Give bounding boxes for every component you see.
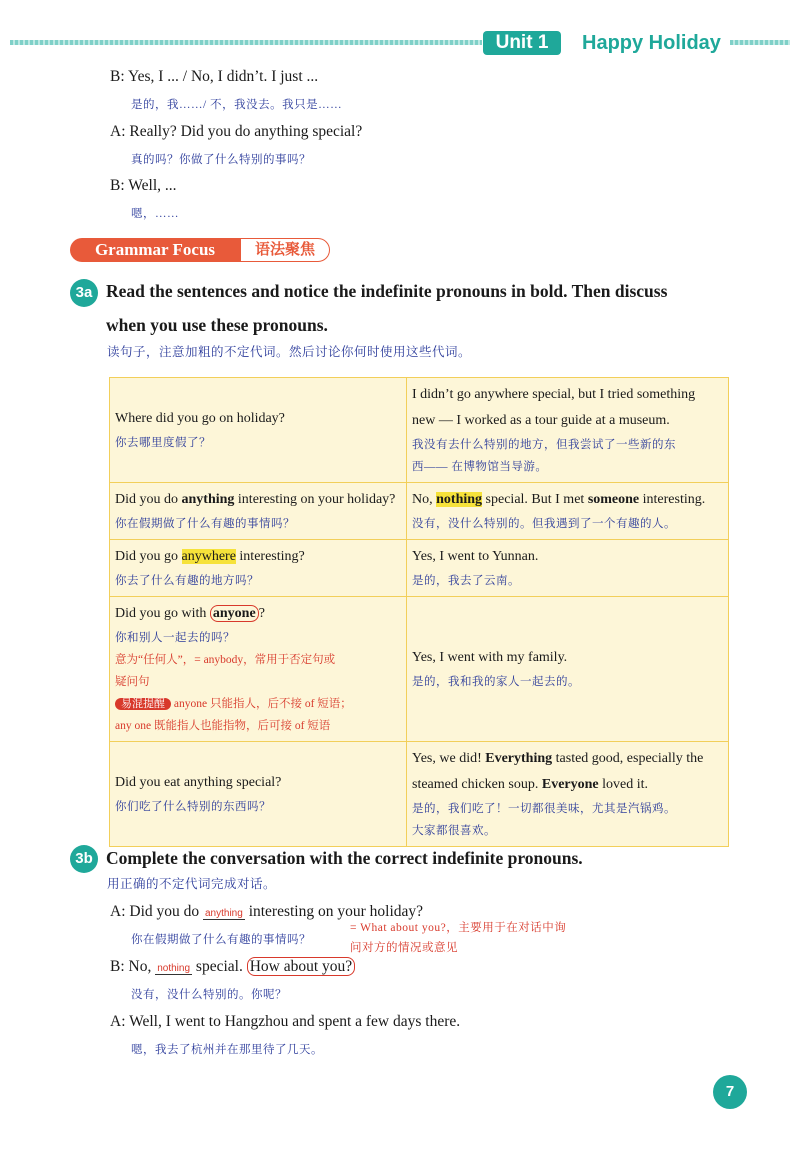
grammar-table xyxy=(109,377,729,847)
circled-phrase: How about you? xyxy=(247,957,355,976)
table-cell-question: Where did you go on holiday? 你去哪里度假了？ xyxy=(110,378,407,483)
table-cell-question: Did you go with anyone ? 你和别人一起去的吗？ 意为“任何人”，= anybody，常用于否定句或 疑问句 易混提醒 anyone 只能指人，后不接 of 短语； any one 既能指人也能指物，后可接 of 短语 xyxy=(110,597,407,742)
table-cell-answer: I didn’t go anywhere special, but I tried something new — I worked as a tour guide at a museum. 我没有去什么特别的地方，但我尝试了一些新的东 西—— 在博物馆当导游。 xyxy=(407,378,729,483)
confusion-tag: 易混提醒 xyxy=(115,698,171,710)
exercise-3a-instruction-cont: when you use these pronouns. xyxy=(106,315,328,335)
bold-pronoun: anything xyxy=(181,492,235,507)
dialogue-line: A: Did you do anything interesting on your holiday? xyxy=(110,903,424,920)
table-cell-question: Did you eat anything special? 你们吃了什么特别的东西吗？ xyxy=(110,742,407,847)
annotation-note: = What about you?，主要用于在对话中询 xyxy=(350,922,567,934)
dialogue-line: B: Yes, I ... / No, I didn’t. I just ... xyxy=(110,68,319,85)
table-cell-answer: Yes, I went to Yunnan. 是的，我去了云南。 xyxy=(407,540,729,597)
dialogue-translation: 你在假期做了什么有趣的事情吗？ xyxy=(131,934,311,946)
table-cell-question: Did you do anything interesting on your holiday? 你在假期做了什么有趣的事情吗？ xyxy=(110,483,407,540)
dialogue-line: A: Really? Did you do anything special? xyxy=(110,123,363,140)
unit-badge: Unit 1 xyxy=(483,31,561,55)
answer-blank: nothing xyxy=(157,963,191,974)
annotation-note: 问对方的情况或意见 xyxy=(350,942,458,954)
dialogue-line: B: No, nothing special. How about you? xyxy=(110,958,355,976)
table-row xyxy=(110,742,729,847)
page-number: 7 xyxy=(713,1075,747,1109)
header-rule-left xyxy=(10,40,482,45)
table-cell-answer: No, nothing special. But I met someone interesting. 没有，没什么特别的。但我遇到了一个有趣的人。 xyxy=(407,483,729,540)
unit-title: Happy Holiday xyxy=(582,32,721,54)
dialogue-line: A: Well, I went to Hangzhou and spent a few days there. xyxy=(110,1013,461,1030)
dialogue-translation: 真的吗？你做了什么特别的事吗？ xyxy=(131,154,311,166)
annotation-note: any one 既能指人也能指物，后可接 of 短语 xyxy=(115,720,331,732)
answer-blank: anything xyxy=(205,908,243,919)
exercise-number-badge: 3b xyxy=(70,845,98,873)
dialogue-line: B: Well, ... xyxy=(110,177,177,194)
bold-pronoun: Everyone xyxy=(541,777,599,792)
bold-pronoun: someone xyxy=(587,492,640,507)
exercise-3b-instruction: Complete the conversation with the correct indefinite pronouns. xyxy=(106,848,583,868)
table-row xyxy=(110,540,729,597)
grammar-focus-title-zh: 语法聚焦 xyxy=(240,238,330,262)
table-cell-answer: Yes, I went with my family. 是的，我和我的家人一起去的。 xyxy=(407,597,729,742)
dialogue-translation: 是的，我……/ 不，我没去。我只是…… xyxy=(131,99,343,111)
table-row xyxy=(110,483,729,540)
circled-pronoun: anyone xyxy=(210,605,259,622)
table-cell-question: Did you go anywhere interesting? 你去了什么有趣的地方吗？ xyxy=(110,540,407,597)
highlighted-pronoun: anywhere xyxy=(181,549,236,564)
highlighted-pronoun: nothing xyxy=(436,492,483,507)
annotation-note: 意为“任何人”，= anybody，常用于否定句或 xyxy=(115,654,336,666)
table-row xyxy=(110,597,729,742)
exercise-3a-translation: 读句子，注意加粗的不定代词。然后讨论你何时使用这些代词。 xyxy=(107,345,472,359)
exercise-3a-instruction: Read the sentences and notice the indefinite pronouns in bold. Then discuss xyxy=(106,281,668,301)
table-cell-answer: Yes, we did! Everything tasted good, especially the steamed chicken soup. Everyone loved it. 是的，我们吃了！一切都很美味，尤其是汽锅鸡。 大家都很喜欢。 xyxy=(407,742,729,847)
annotation-note: 疑问句 xyxy=(115,676,150,688)
bold-pronoun: Everything xyxy=(485,751,553,766)
grammar-focus-title: Grammar Focus xyxy=(70,238,240,262)
dialogue-translation: 嗯，我去了杭州并在那里待了几天。 xyxy=(131,1044,323,1056)
exercise-3b-translation: 用正确的不定代词完成对话。 xyxy=(107,877,277,891)
exercise-number-badge: 3a xyxy=(70,279,98,307)
table-row xyxy=(110,378,729,483)
dialogue-translation: 嗯，…… xyxy=(131,208,179,220)
dialogue-translation: 没有，没什么特别的。你呢？ xyxy=(131,989,287,1001)
header-rule-right xyxy=(730,40,790,45)
